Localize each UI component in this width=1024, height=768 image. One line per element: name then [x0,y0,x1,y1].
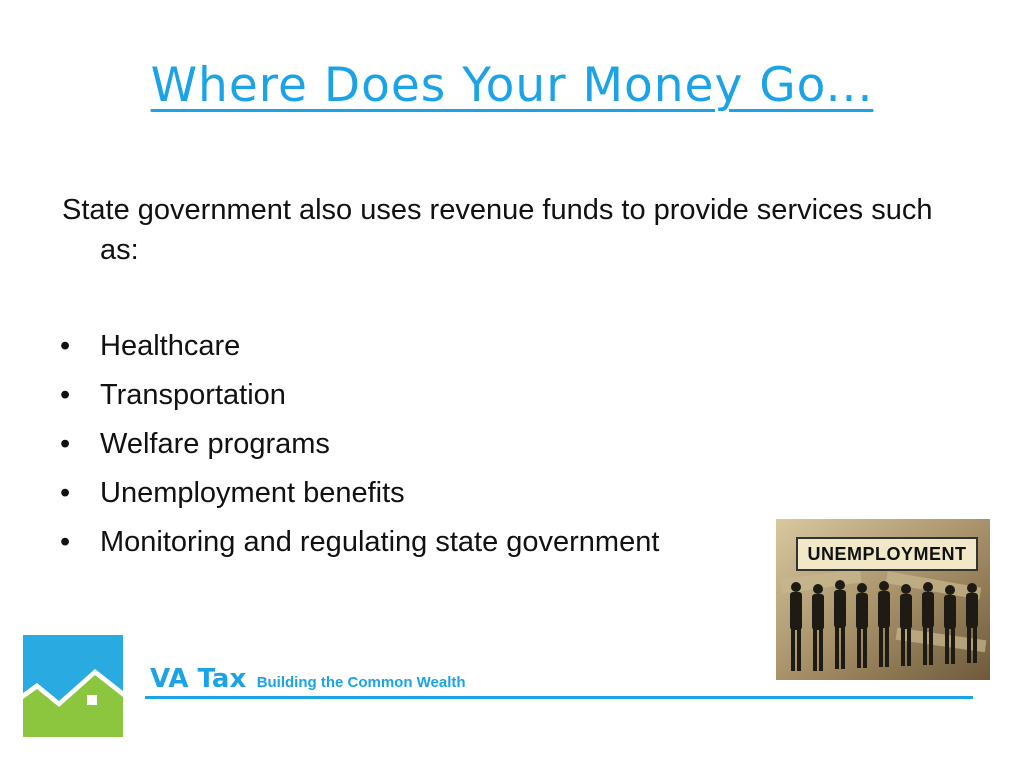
bullet-icon: • [60,526,71,558]
list-item [60,473,659,522]
services-list [60,326,659,571]
list-item [60,326,659,375]
list-item [60,375,659,424]
footer-brand [150,664,466,694]
list-item-label: Monitoring and regulating state government [100,526,660,558]
list-item-label: Healthcare [100,330,241,362]
bullet-icon: • [60,330,71,362]
va-tax-logo-icon [23,635,123,737]
list-item-label: Unemployment benefits [100,477,405,509]
list-item-label: Welfare programs [100,428,330,460]
brand-name: VA Tax [150,664,247,694]
unemployment-photo [776,519,990,680]
list-item-label: Transportation [100,379,286,411]
intro-text: State government also uses revenue funds to provide services such as: [62,194,933,266]
bullet-icon: • [60,477,71,509]
slide-title [0,58,1024,113]
brand-tagline: Building the Common Wealth [256,674,466,691]
footer-divider [145,696,973,699]
bullet-icon: • [60,428,71,460]
list-item [60,424,659,473]
slide-title-text: Where Does Your Money Go... [150,58,874,113]
list-item [60,522,659,571]
unemployment-sign: UNEMPLOYMENT [796,537,978,571]
bullet-icon: • [60,379,71,411]
